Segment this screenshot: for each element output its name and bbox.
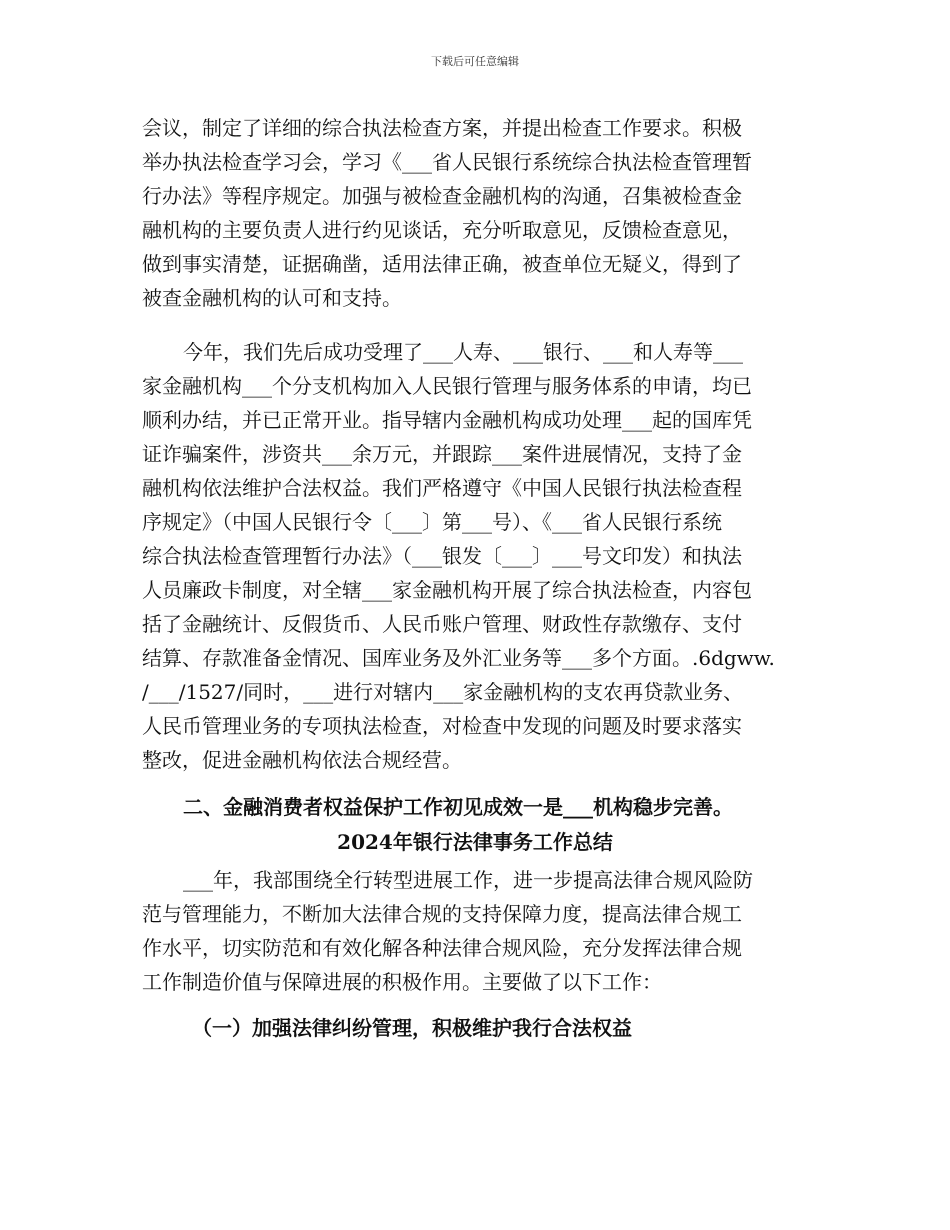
paragraph-line: 整改，促进金融机构依法合规经营。 bbox=[142, 748, 462, 772]
paragraph-line: 证诈骗案件，涉资共___余万元，并跟踪___案件进展情况，支持了金 bbox=[142, 442, 742, 466]
subsection-heading: （一）加强法律纠纷管理，积极维护我行合法权益 bbox=[192, 1016, 632, 1040]
paragraph-line: 融机构依法维护合法权益。我们严格遵守《中国人民银行执法检查程 bbox=[142, 476, 742, 500]
paragraph-line: 作水平，切实防范和有效化解各种法律合规风险，充分发挥法律合规 bbox=[142, 936, 742, 960]
paragraph-line: /___/1527/同时，___进行对辖内___家金融机构的支农再贷款业务、 bbox=[142, 680, 744, 704]
paragraph-line: 顺利办结，并已正常开业。指导辖内金融机构成功处理___起的国库凭 bbox=[142, 408, 752, 432]
paragraph-line: 融机构的主要负责人进行约见谈话，充分听取意见，反馈检查意见， bbox=[142, 218, 742, 242]
paragraph-line: ___年，我部围绕全行转型进展工作，进一步提高法律合规风险防 bbox=[183, 868, 753, 892]
paragraph-line: 序规定》（中国人民银行令〔___〕第___号）、《___省人民银行系统 bbox=[142, 510, 722, 534]
section-heading: 二、金融消费者权益保护工作初见成效一是___机构稳步完善。 bbox=[183, 795, 733, 819]
document-title: 2024年银行法律事务工作总结 bbox=[337, 830, 613, 854]
page-header: 下载后可任意编辑 bbox=[431, 55, 519, 68]
paragraph-line: 会议，制定了详细的综合执法检查方案，并提出检查工作要求。积极 bbox=[142, 116, 742, 140]
paragraph-line: 范与管理能力，不断加大法律合规的支持保障力度，提高法律合规工 bbox=[142, 902, 742, 926]
paragraph-line: 综合执法检查管理暂行办法》（___银发〔___〕___号文印发）和执法 bbox=[142, 544, 742, 568]
paragraph-line: 括了金融统计、反假货币、人民币账户管理、财政性存款缴存、支付 bbox=[142, 612, 742, 636]
paragraph-line: 结算、存款准备金情况、国库业务及外汇业务等___多个方面。.6dgww. bbox=[142, 646, 775, 670]
paragraph-line: 家金融机构___个分支机构加入人民银行管理与服务体系的申请，均已 bbox=[142, 374, 752, 398]
paragraph-line: 行办法》等程序规定。加强与被检查金融机构的沟通，召集被检查金 bbox=[142, 184, 742, 208]
paragraph-line: 今年，我们先后成功受理了___人寿、___银行、___和人寿等___ bbox=[183, 340, 743, 364]
paragraph-line: 举办执法检查学习会，学习《___省人民银行系统综合执法检查管理暂 bbox=[142, 150, 752, 174]
paragraph-line: 做到事实清楚，证据确凿，适用法律正确，被查单位无疑义，得到了 bbox=[142, 252, 742, 276]
paragraph-line: 被查金融机构的认可和支持。 bbox=[142, 286, 402, 310]
paragraph-line: 工作制造价值与保障进展的积极作用。主要做了以下工作： bbox=[142, 970, 662, 994]
paragraph-line: 人民币管理业务的专项执法检查，对检查中发现的问题及时要求落实 bbox=[142, 714, 742, 738]
paragraph-line: 人员廉政卡制度，对全辖___家金融机构开展了综合执法检查，内容包 bbox=[142, 578, 752, 602]
